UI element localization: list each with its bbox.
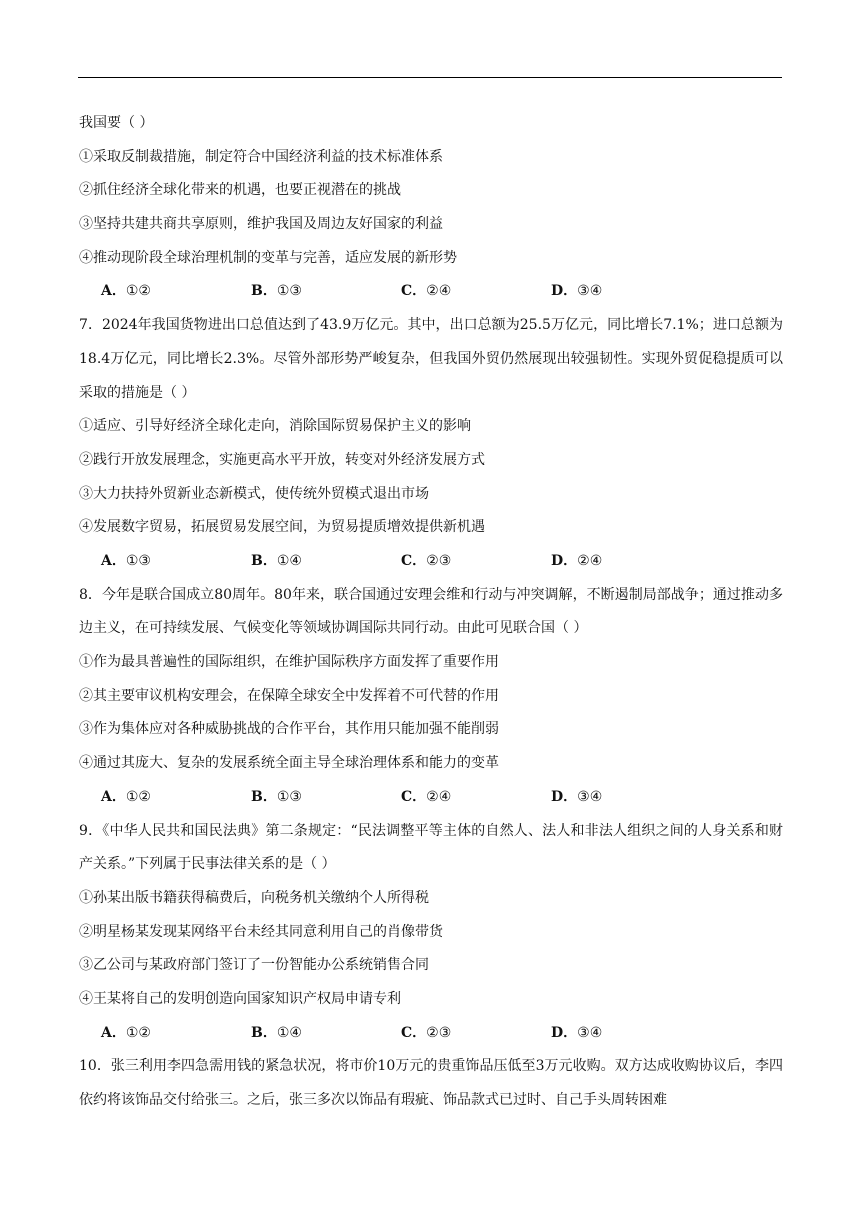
option-c: C．②③ <box>401 1024 452 1041</box>
statement-item: ①孙某出版书籍获得稿费后，向税务机关缴纳个人所得税 <box>79 889 429 906</box>
option-a: A．①③ <box>101 552 151 569</box>
exam-content <box>79 107 783 1118</box>
option-a: A．①② <box>101 1024 151 1041</box>
option-b: B．①③ <box>251 788 302 805</box>
option-b: B．①③ <box>251 283 302 300</box>
option-b: B．①④ <box>251 552 302 569</box>
statement-item: ④通过其庞大、复杂的发展系统全面主导全球治理体系和能力的变革 <box>79 755 499 772</box>
question-stem: 7．2024年我国货物进出口总值达到了43.9万亿元。其中，出口总额为25.5万亿元，同比增长7.1%；进口总额为18.4万亿元，同比增长2.3%。尽管外部形势严峻复杂，但我国外贸仍然展现出较强韧性。实现外贸促稳提质可以采取的措施是（ ） <box>79 317 783 401</box>
statement-item: ①采取反制裁措施，制定符合中国经济利益的技术标准体系 <box>79 148 443 165</box>
question-8 <box>79 579 783 815</box>
statement-item: ④发展数字贸易，拓展贸易发展空间，为贸易提质增效提供新机遇 <box>79 519 485 536</box>
option-b: B．①④ <box>251 1024 302 1041</box>
question-stem: 10．张三利用李四急需用钱的紧急状况，将市价10万元的贵重饰品压低至3万元收购。双方达成收购协议后，李四依约将该饰品交付给张三。之后，张三多次以饰品有瑕疵、饰品款式已过时、自己手头周转困难 <box>79 1058 783 1109</box>
header-rule <box>78 77 782 78</box>
statement-item: ④推动现阶段全球治理机制的变革与完善，适应发展的新形势 <box>79 249 457 266</box>
question-10 <box>79 1050 783 1117</box>
option-d: D．③④ <box>551 788 603 805</box>
option-a: A．①② <box>101 788 151 805</box>
answer-options <box>79 545 783 579</box>
statement-item: ①作为最具普遍性的国际组织，在维护国际秩序方面发挥了重要作用 <box>79 654 499 671</box>
statement-item: ③大力扶持外贸新业态新模式，使传统外贸模式退出市场 <box>79 485 429 502</box>
statement-item: ③坚持共建共商共享原则，维护我国及周边友好国家的利益 <box>79 216 443 233</box>
statement-item: ②抓住经济全球化带来的机遇，也要正视潜在的挑战 <box>79 182 401 199</box>
option-c: C．②④ <box>401 788 452 805</box>
answer-options <box>79 275 783 309</box>
option-d: D．③④ <box>551 283 603 300</box>
option-c: C．②④ <box>401 283 452 300</box>
option-d: D．③④ <box>551 1024 603 1041</box>
option-a: A．①② <box>101 283 151 300</box>
question-stem: 9．《中华人民共和国民法典》第二条规定：“民法调整平等主体的自然人、法人和非法人组织之间的人身关系和财产关系。”下列属于民事法律关系的是（ ） <box>79 822 783 873</box>
answer-options <box>79 1017 783 1051</box>
question-7 <box>79 309 783 579</box>
statement-item: ②其主要审议机构安理会，在保障全球安全中发挥着不可代替的作用 <box>79 687 499 704</box>
statement-item: ③作为集体应对各种威胁挑战的合作平台，其作用只能加强不能削弱 <box>79 721 499 738</box>
question-stem: 我国要（ ） <box>79 115 154 131</box>
option-d: D．②④ <box>551 552 603 569</box>
statement-item: ②明星杨某发现某网络平台未经其同意利用自己的肖像带货 <box>79 923 443 940</box>
question-stem: 8．今年是联合国成立80周年。80年来，联合国通过安理会维和行动与冲突调解，不断遏制局部战争；通过推动多边主义，在可持续发展、气候变化等领域协调国际共同行动。由此可见联合国（ ） <box>79 586 783 637</box>
question-9 <box>79 815 783 1051</box>
statement-item: ③乙公司与某政府部门签订了一份智能办公系统销售合同 <box>79 957 429 974</box>
statement-item: ④王某将自己的发明创造向国家知识产权局申请专利 <box>79 990 401 1007</box>
statement-item: ②践行开放发展理念，实施更高水平开放，转变对外经济发展方式 <box>79 451 485 468</box>
question-6 <box>79 107 783 309</box>
option-c: C．②③ <box>401 552 452 569</box>
answer-options <box>79 781 783 815</box>
statement-item: ①适应、引导好经济全球化走向，消除国际贸易保护主义的影响 <box>79 418 471 435</box>
